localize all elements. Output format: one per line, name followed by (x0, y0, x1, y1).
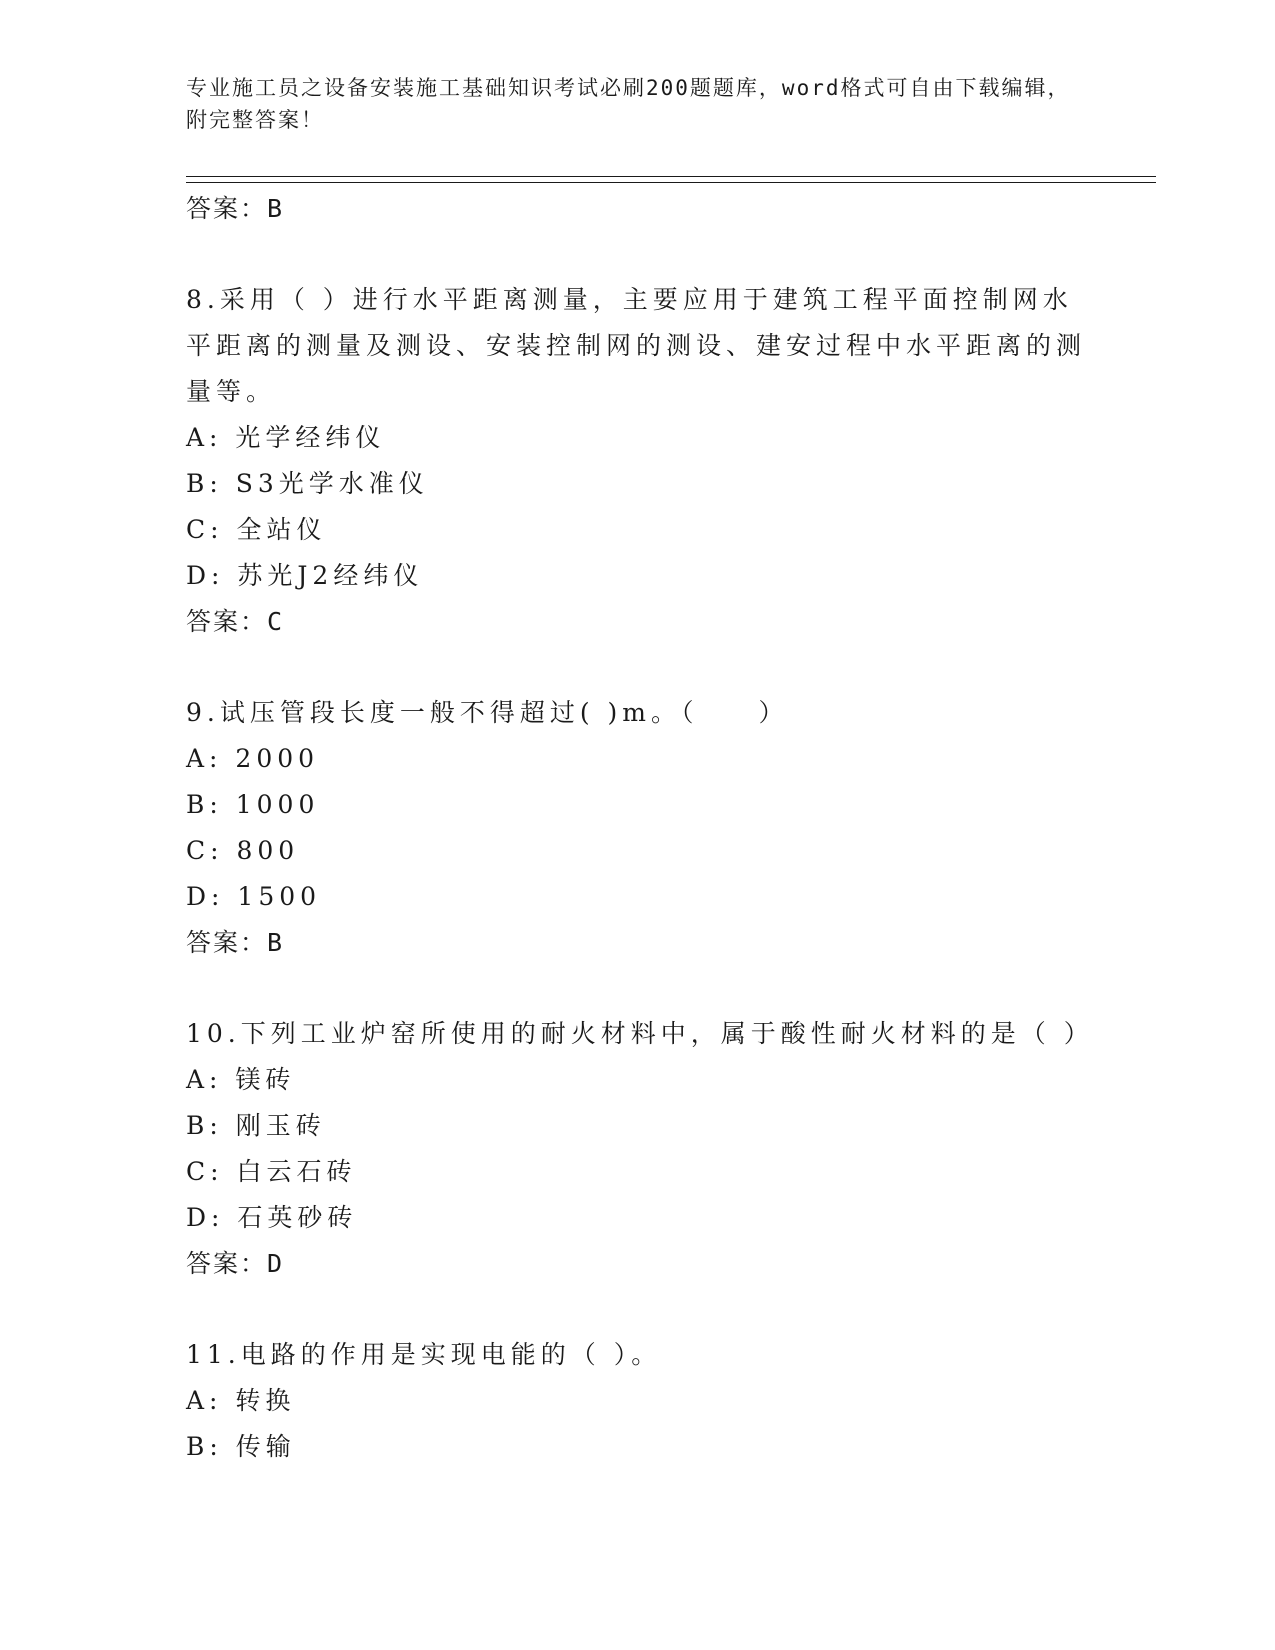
option-c: C: 白云石砖 (186, 1157, 357, 1186)
option-c: C: 800 (186, 836, 300, 865)
option-d: D: 石英砂砖 (186, 1203, 358, 1232)
option-c: C: 全站仪 (186, 515, 327, 544)
document-body (186, 186, 1094, 1470)
question-text: 8.采用（ ）进行水平距离测量，主要应用于建筑工程平面控制网水平距离的测量及测设、安装控制网的测设、建安过程中水平距离的测量等。 (186, 285, 1087, 406)
question-text: 10.下列工业炉窑所使用的耐火材料中，属于酸性耐火材料的是（ ） (186, 1019, 1094, 1048)
answer-line: 答案：D (186, 1249, 285, 1278)
answer-line: 答案：C (186, 607, 285, 636)
question-block-9 (186, 690, 1086, 966)
option-a: A: 光学经纬仪 (186, 423, 386, 452)
option-b: B: S3光学水准仪 (186, 469, 429, 498)
answer-line: 答案：B (186, 928, 285, 957)
option-b: B: 传输 (186, 1432, 296, 1461)
question-block-10 (186, 1011, 1094, 1287)
answer-line: 答案：B (186, 194, 285, 223)
header-divider (186, 176, 1156, 183)
option-b: B: 刚玉砖 (186, 1111, 326, 1140)
page-header: 专业施工员之设备安装施工基础知识考试必刷200题题库，word格式可自由下载编辑，附完整答案！ (186, 76, 1071, 132)
question-block-8 (186, 277, 1086, 645)
question-block-11 (186, 1332, 1086, 1470)
option-d: D: 苏光J2经纬仪 (186, 561, 424, 590)
option-a: A: 镁砖 (186, 1065, 296, 1094)
option-d: D: 1500 (186, 882, 322, 911)
question-text: 11.电路的作用是实现电能的（ ）。 (186, 1340, 662, 1369)
option-a: A: 2000 (186, 744, 320, 773)
question-text: 9.试压管段长度一般不得超过( )m。（ ） (186, 698, 789, 727)
option-a: A: 转换 (186, 1386, 296, 1415)
option-b: B: 1000 (186, 790, 320, 819)
